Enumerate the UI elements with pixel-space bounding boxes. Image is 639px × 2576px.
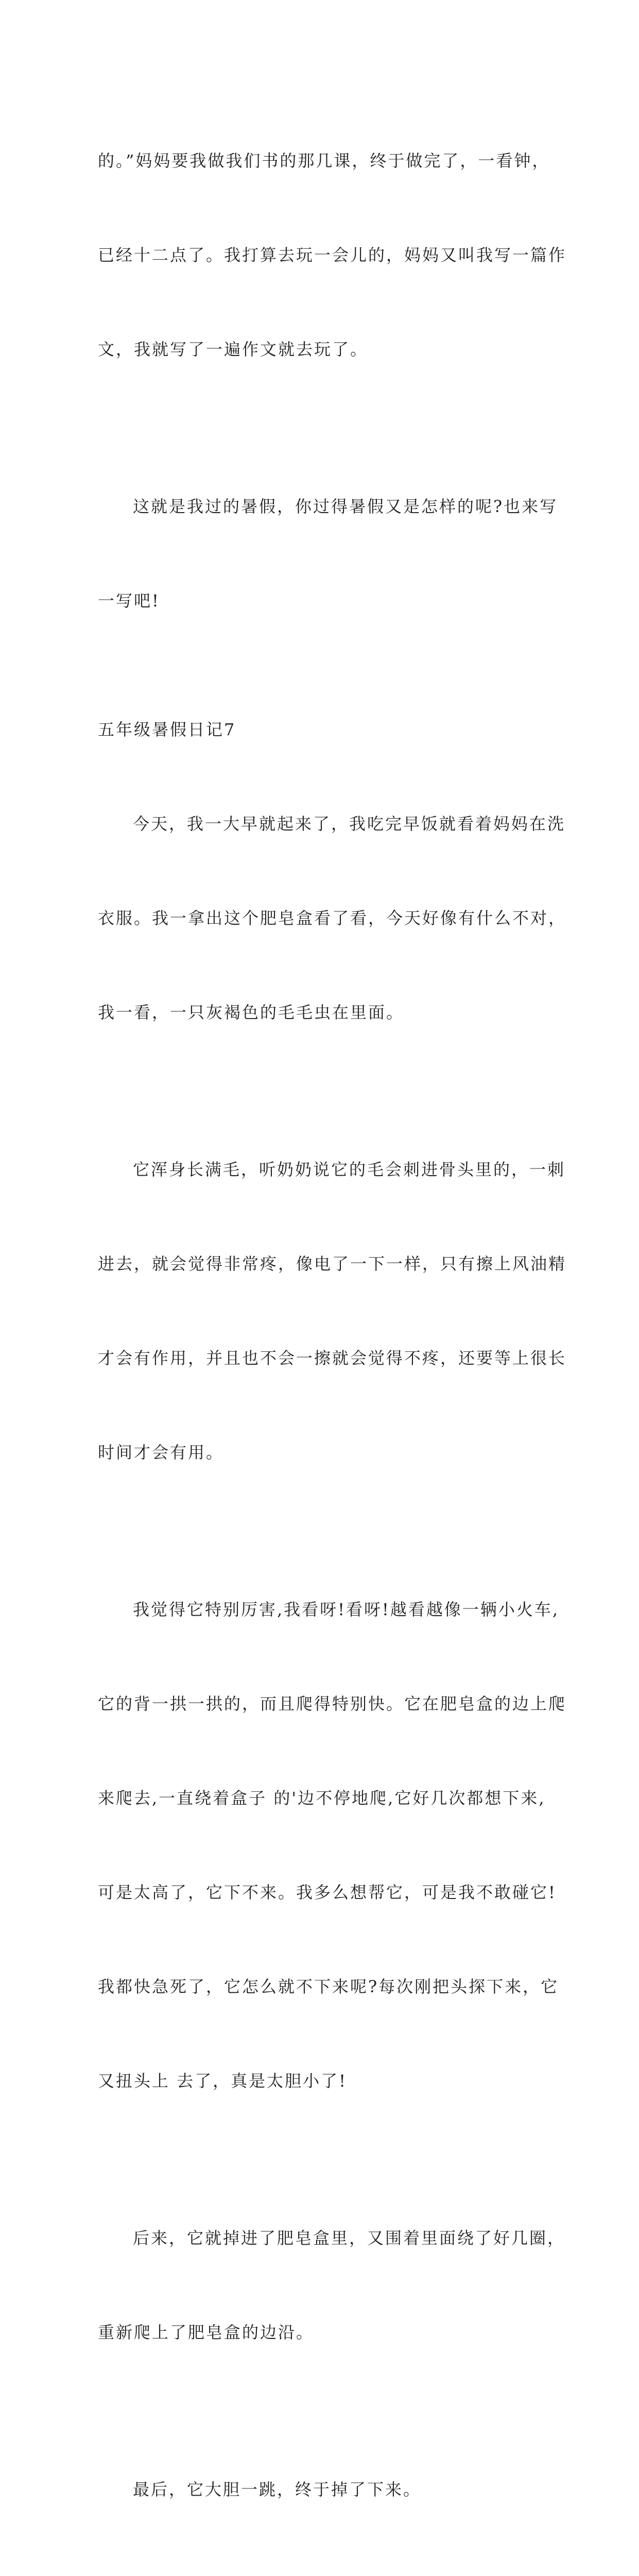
body-paragraph xyxy=(98,745,567,1091)
text-line: 我都快急死了，它怎么就不下来呢?每次刚把头探下来，它 xyxy=(98,1977,559,1996)
body-paragraph xyxy=(98,2160,566,2411)
text-line: 最后，它大胆一跳，终于掉了下来。 xyxy=(133,2480,422,2499)
body-paragraph xyxy=(98,1091,567,1531)
section-title: 五年级暑假日记7 xyxy=(98,720,236,739)
text-line: 可是太高了，它下不来。我多么想帮它，可是我不敢碰它! xyxy=(98,1883,557,1902)
text-line: 才会有作用，并且也不会一擦就会觉得不疼，还要等上很长 xyxy=(98,1348,567,1368)
text-line: 衣服。我一拿出这个肥皂盒看了看，今天好像有什么不对， xyxy=(98,908,567,928)
text-line: 时间才会有用。 xyxy=(98,1443,224,1462)
text-line: 它的背一拱一拱的，而且爬得特别快。它在肥皂盒的边上爬 xyxy=(98,1694,567,1714)
text-line: 这就是我过的暑假，你过得暑假又是怎样的呢?也来写 xyxy=(133,497,558,516)
closing-paragraph xyxy=(98,428,558,680)
text-line: 又扭头上 去了，真是太胆小了! xyxy=(98,2071,348,2091)
body-paragraph xyxy=(98,2568,551,2576)
text-line: 我觉得它特别厉害,我看呀!看呀!越看越像一辆小火车, xyxy=(133,1600,560,1619)
text-line: 已经十二点了。我打算去玩一会儿的，妈妈又叫我写一篇作 xyxy=(98,245,567,265)
text-line: 我一看，一只灰褐色的毛毛虫在里面。 xyxy=(98,1003,405,1022)
text-line: 今天，我一大早就起来了，我吃完早饭就看着妈妈在洗 xyxy=(133,814,566,834)
document-body xyxy=(98,82,567,2576)
text-line: 进去，就会觉得非常疼，像电了一下一样，只有擦上风油精 xyxy=(98,1254,567,1274)
text-line: 后来，它就掉进了肥皂盒里，又围着里面绕了好几圈， xyxy=(133,2228,566,2248)
text-line: 的。”妈妈要我做我们书的那几课，终于做完了，一看钟， xyxy=(98,151,550,171)
text-line: 来爬去,一直绕着盒子 的'边不停地爬,它好几次都想下来, xyxy=(98,1788,546,1808)
body-paragraph xyxy=(98,2411,551,2568)
text-line: 一写吧! xyxy=(98,591,160,611)
continuation-paragraph xyxy=(98,82,567,428)
body-paragraph xyxy=(98,1531,567,2160)
text-line: 重新爬上了肥皂盒的边沿。 xyxy=(98,2323,315,2342)
text-line: 它浑身长满毛，听奶奶说它的毛会刺进骨头里的，一刺 xyxy=(133,1160,566,1179)
text-line: 文，我就写了一遍作文就去玩了。 xyxy=(98,340,369,359)
